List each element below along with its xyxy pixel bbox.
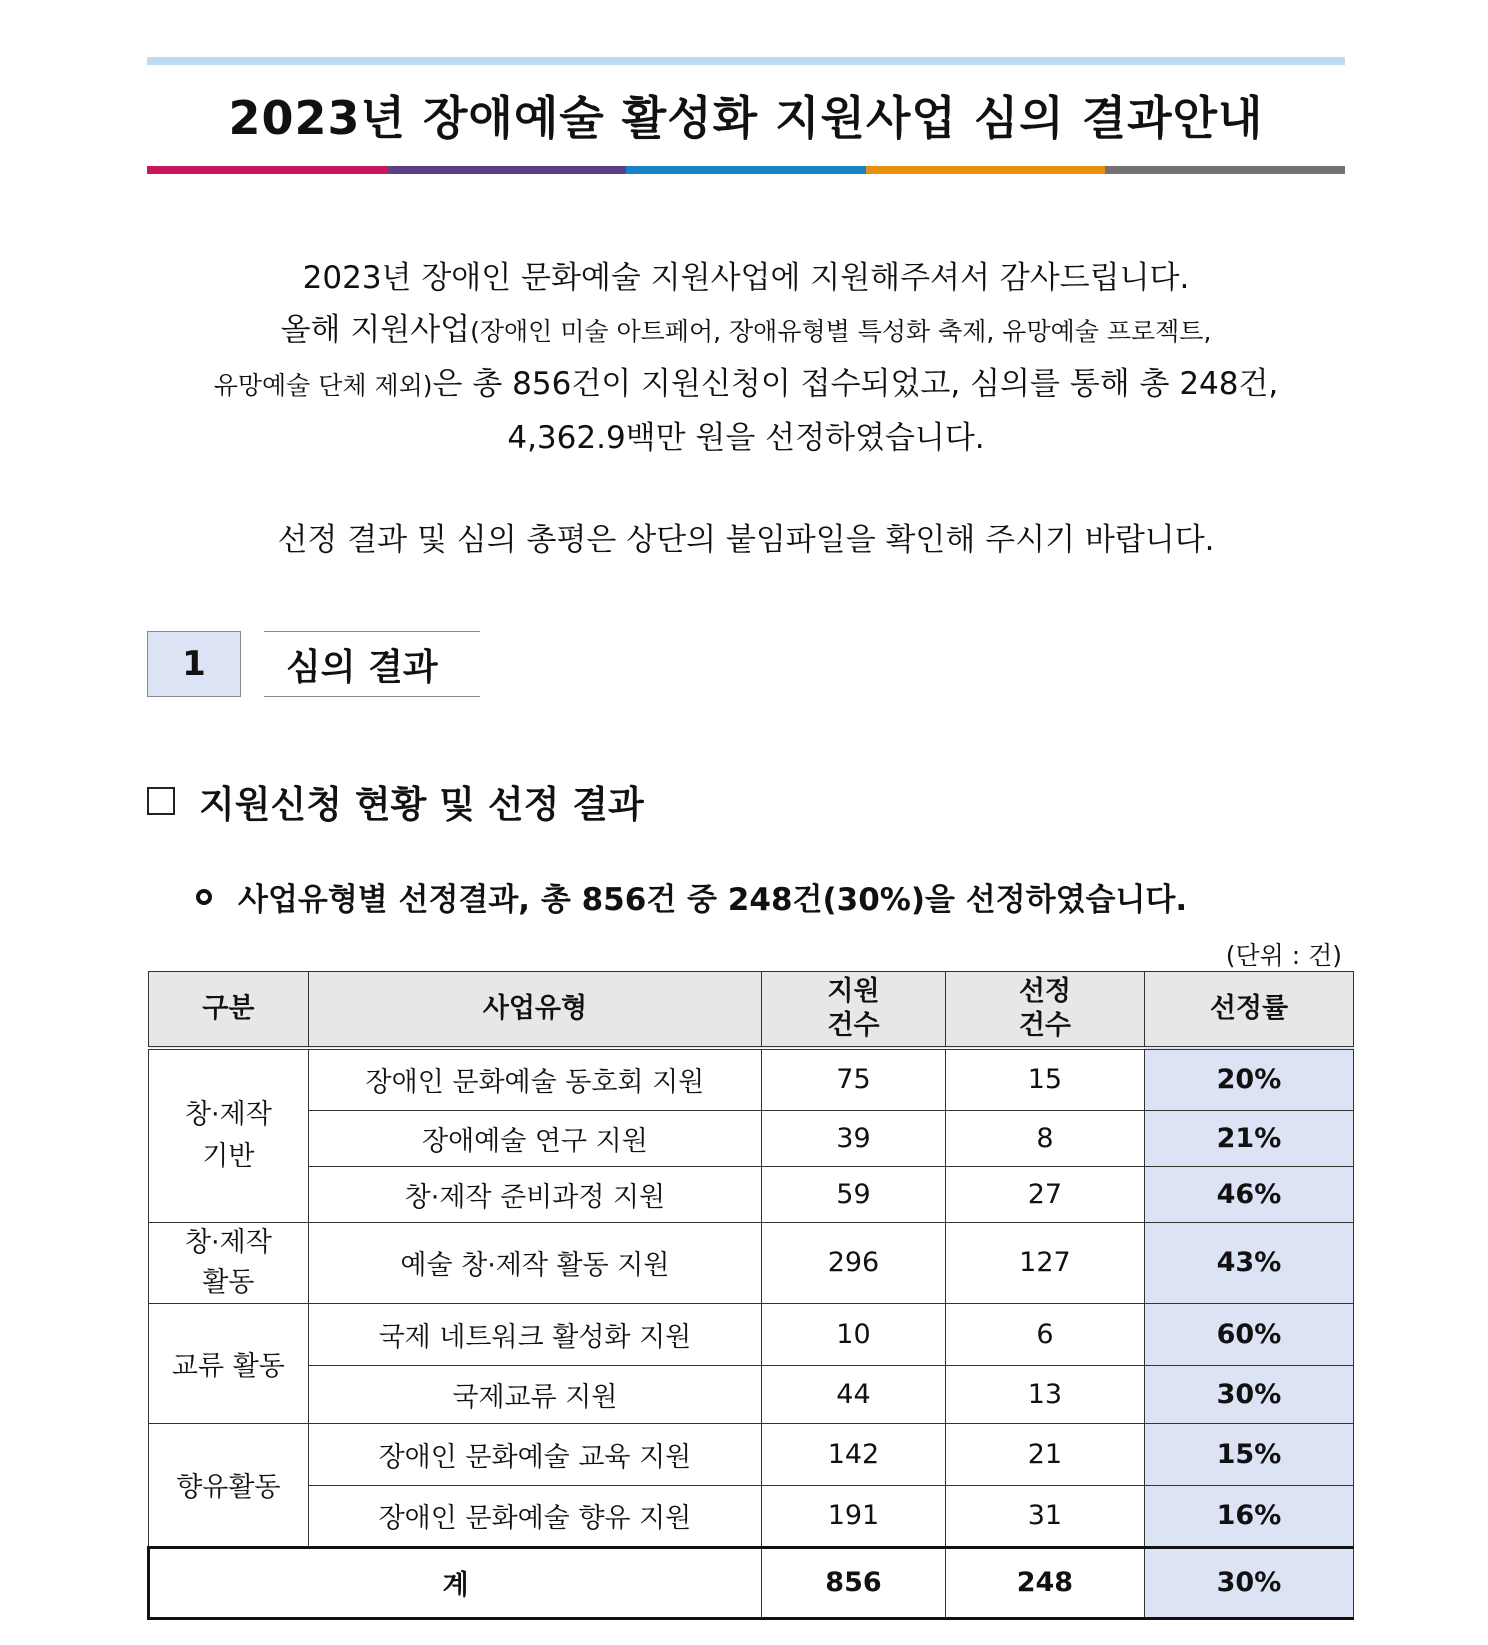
color-divider-bar (147, 166, 1345, 174)
total-applied: 856 (762, 1547, 946, 1618)
type-cell: 국제 네트워크 활성화 지원 (308, 1303, 761, 1365)
intro-note: 유망예술 단체 제외) (213, 371, 433, 400)
table-row (149, 1048, 1354, 1110)
header-type: 사업유형 (308, 972, 761, 1049)
color-segment (866, 166, 1106, 174)
rate-cell: 21% (1144, 1110, 1353, 1166)
intro-line: 2023년 장애인 문화예술 지원사업에 지원해주셔서 감사드립니다. (302, 260, 1190, 296)
type-cell: 장애인 문화예술 교육 지원 (308, 1423, 761, 1485)
total-rate: 30% (1144, 1547, 1353, 1618)
rate-cell: 15% (1144, 1423, 1353, 1485)
table-row (149, 1110, 1354, 1166)
applied-cell: 191 (762, 1485, 946, 1547)
rate-cell: 20% (1144, 1048, 1353, 1110)
group-label-line: 창·제작 (184, 1098, 272, 1130)
total-label: 계 (149, 1547, 762, 1618)
type-cell: 예술 창·제작 활동 지원 (308, 1222, 761, 1303)
applied-cell: 10 (762, 1303, 946, 1365)
header-applied-line: 건수 (827, 1010, 880, 1041)
rate-cell: 46% (1144, 1166, 1353, 1222)
type-cell: 장애인 문화예술 동호회 지원 (308, 1048, 761, 1110)
color-segment (626, 166, 866, 174)
applied-cell: 59 (762, 1166, 946, 1222)
group-cell (149, 1048, 309, 1222)
table-row (149, 1222, 1354, 1303)
intro-text: 올해 지원사업 (280, 312, 471, 348)
rate-cell: 60% (1144, 1303, 1353, 1365)
selected-cell: 6 (945, 1303, 1144, 1365)
applied-cell: 39 (762, 1110, 946, 1166)
applied-cell: 296 (762, 1222, 946, 1303)
section-number: 1 (147, 631, 241, 697)
selected-cell: 21 (945, 1423, 1144, 1485)
table-row (149, 1166, 1354, 1222)
intro-paragraph (147, 252, 1345, 464)
attachment-notice: 선정 결과 및 심의 총평은 상단의 붙임파일을 확인해 주시기 바랍니다. (277, 522, 1215, 558)
rate-cell: 30% (1144, 1365, 1353, 1423)
subsection-title: 지원신청 현황 및 선정 결과 (199, 783, 644, 826)
header-applied (762, 972, 946, 1049)
group-label-line: 창·제작 (184, 1226, 272, 1258)
selected-cell: 15 (945, 1048, 1144, 1110)
table-header-row (149, 972, 1354, 1049)
total-row (149, 1547, 1354, 1618)
header-selected-line: 건수 (1018, 1010, 1072, 1041)
type-cell: 장애인 문화예술 향유 지원 (308, 1485, 761, 1547)
header-rate: 선정률 (1144, 972, 1353, 1049)
ring-bullet-icon (196, 889, 212, 905)
intro-line (147, 358, 1345, 412)
group-label-line: 활동 (202, 1266, 255, 1298)
summary-text: 사업유형별 선정결과, 총 856건 중 248건(30%)을 선정하였습니다. (238, 882, 1188, 918)
selected-cell: 13 (945, 1365, 1144, 1423)
total-selected: 248 (945, 1547, 1144, 1618)
section-title: 심의 결과 (264, 631, 480, 697)
table-row (149, 1423, 1354, 1485)
summary-bullet (196, 874, 1187, 919)
type-cell: 창·제작 준비과정 지원 (308, 1166, 761, 1222)
header-selected-line: 선정 (1018, 976, 1072, 1007)
selection-result-table (147, 971, 1354, 1620)
color-segment (1105, 166, 1345, 174)
group-cell: 교류 활동 (149, 1303, 309, 1423)
subsection-heading (147, 774, 644, 828)
table-row (149, 1365, 1354, 1423)
rate-cell: 16% (1144, 1485, 1353, 1547)
top-accent-rule (147, 57, 1345, 65)
header-selected (945, 972, 1144, 1049)
header-applied-line: 지원 (827, 976, 880, 1007)
group-cell: 향유활동 (149, 1423, 309, 1547)
selected-cell: 8 (945, 1110, 1144, 1166)
type-cell: 장애예술 연구 지원 (308, 1110, 761, 1166)
unit-label: (단위 : 건) (1225, 941, 1342, 970)
selected-cell: 27 (945, 1166, 1144, 1222)
document-title: 2023년 장애예술 활성화 지원사업 심의 결과안내 (228, 91, 1264, 145)
applied-cell: 142 (762, 1423, 946, 1485)
table-row (149, 1303, 1354, 1365)
applied-cell: 44 (762, 1365, 946, 1423)
group-cell (149, 1222, 309, 1303)
intro-line (147, 304, 1345, 358)
selected-cell: 31 (945, 1485, 1144, 1547)
applied-cell: 75 (762, 1048, 946, 1110)
group-label-line: 기반 (202, 1140, 255, 1172)
color-segment (387, 166, 627, 174)
color-segment (147, 166, 387, 174)
rate-cell: 43% (1144, 1222, 1353, 1303)
checkbox-icon (147, 787, 175, 815)
intro-note: (장애인 미술 아트페어, 장애유형별 특성화 축제, 유망예술 프로젝트, (470, 317, 1212, 346)
header-category: 구분 (149, 972, 309, 1049)
selected-cell: 127 (945, 1222, 1144, 1303)
intro-line: 4,362.9백만 원을 선정하였습니다. (507, 420, 985, 456)
table-row (149, 1485, 1354, 1547)
type-cell: 국제교류 지원 (308, 1365, 761, 1423)
intro-text: 은 총 856건이 지원신청이 접수되었고, 심의를 통해 총 248건, (432, 366, 1279, 402)
